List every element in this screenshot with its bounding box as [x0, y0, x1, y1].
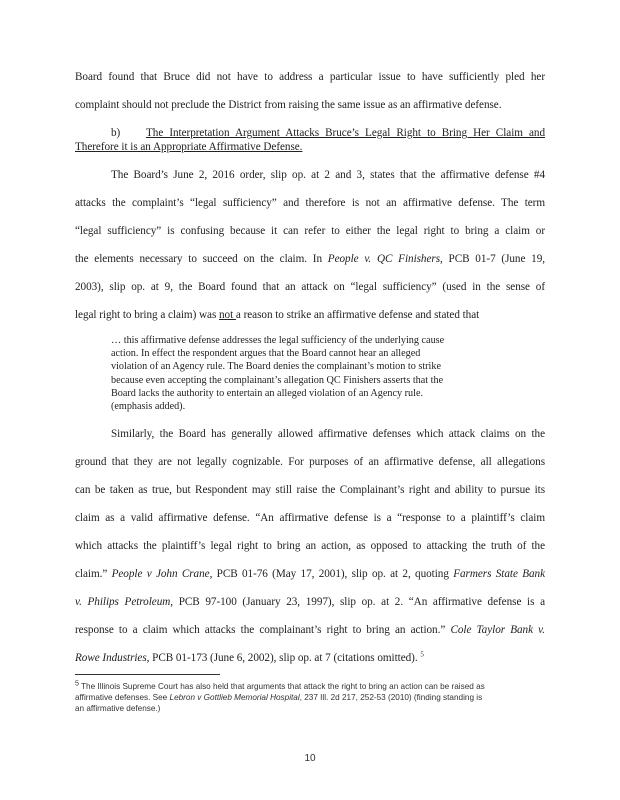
body-line — [75, 98, 545, 112]
body-line — [75, 511, 545, 525]
text: , PCB 01-173 (June 6, 2002), slip op. at 7 (citations omitted). — [146, 652, 421, 664]
case-citation: Lebron v Gottlieb Memorial Hospital — [169, 693, 300, 703]
text: Similarly, the Board has generally allowed affirmative defenses which attack claims on the — [111, 428, 545, 440]
text: The Interpretation Argument Attacks Bruce’s Legal Right to Bring Her Claim and — [146, 127, 545, 139]
quote-line: … this affirmative defense addresses the legal sufficiency of the underlying cause — [111, 335, 445, 346]
case-citation: Farmers State Bank — [453, 568, 545, 580]
quote-line: action. In effect the respondent argues that the Board cannot hear an alleged — [111, 348, 421, 360]
text: a reason to strike an affirmative defense and stated that — [235, 309, 480, 321]
text: which attacks the plaintiff’s legal right to bring an action, as opposed to attacking the truth of the — [75, 540, 545, 552]
case-citation: v. Philips Petroleum, — [75, 596, 174, 608]
body-line — [75, 224, 545, 238]
text: response to a claim which attacks the complainant’s right to bring an action.” — [75, 624, 451, 636]
text: attacks the complaint’s “legal sufficiency” and therefore is not an affirmative defense. The term — [75, 197, 545, 209]
body-line — [75, 483, 545, 497]
body-line — [75, 70, 545, 84]
body-line — [111, 168, 545, 182]
text: b) — [111, 127, 121, 139]
case-citation: Rowe Industries — [75, 652, 147, 664]
text: The Board’s June 2, 2016 order, slip op. at 2 and 3, states that the affirmative defense #4 — [111, 169, 545, 181]
text: the elements necessary to succeed on the claim. In — [75, 253, 328, 265]
block-quote — [111, 334, 511, 413]
text: “legal sufficiency” is confusing because it can refer to either the legal right to bring a claim or — [75, 225, 545, 237]
text: PCB 97-100 (January 23, 1997), slip op. at 2. “An affirmative defense is a — [173, 596, 545, 608]
text: , PCB 01-7 (June 19, — [440, 253, 545, 265]
footnote — [75, 681, 555, 715]
section-heading — [146, 126, 545, 140]
body-line — [75, 196, 545, 210]
body-line — [75, 308, 545, 322]
body-line — [75, 539, 545, 553]
text: claim.” — [75, 568, 112, 580]
text: claim as a valid affirmative defense. “An affirmative defense is a “response to a plaintiff’s claim — [75, 512, 545, 524]
text: , 237 Ill. 2d 217, 252-53 (2010) (finding standing is — [299, 693, 483, 703]
text: legal right to bring a claim) was — [75, 309, 220, 321]
text: can be taken as true, but Respondent may still raise the Complainant’s right and ability to pursue its — [75, 484, 545, 496]
footnote-separator — [75, 674, 220, 675]
quote-line: violation of an Agency rule. The Board denies the complainant’s motion to strike — [111, 361, 441, 373]
footnote-line: an affirmative defense.) — [75, 704, 161, 714]
case-citation: People v. QC Finishers — [327, 253, 440, 265]
heading-label — [111, 126, 141, 140]
body-line — [75, 280, 545, 294]
quote-line: (emphasis added). — [111, 401, 186, 413]
footnote-reference: 5 — [420, 650, 424, 659]
text: Board found that Bruce did not have to address a particular issue to have sufficiently pled her — [75, 71, 545, 83]
footnote-line — [75, 692, 555, 703]
page-number: 10 — [304, 753, 316, 764]
body-line — [75, 455, 545, 469]
case-citation: People v John Crane — [111, 568, 210, 580]
quote-line: Board lacks the authority to entertain an alleged violation of an Agency rule. — [111, 387, 424, 399]
text: Therefore it is an Appropriate Affirmative Defense. — [75, 141, 303, 153]
text: ground that they are not legally cognizable. For purposes of an affirmative defense, all allegations — [75, 456, 545, 468]
text: affirmative defenses. See — [75, 693, 170, 703]
text: , PCB 01-76 (May 17, 2001), slip op. at 2, quoting — [209, 568, 454, 580]
footnote-marker: 5 — [75, 680, 79, 688]
body-line — [75, 595, 545, 609]
section-heading — [75, 140, 545, 154]
case-citation: Cole Taylor Bank v. — [450, 624, 545, 636]
text: 2003), slip op. at 9, the Board found that an attack on “legal sufficiency” (used in the sense of — [75, 281, 545, 293]
quote-line: because even accepting the complainant’s allegation QC Finishers asserts that the — [111, 374, 444, 386]
footnote-line — [75, 681, 555, 692]
body-line — [75, 623, 545, 637]
text: complaint should not preclude the District from raising the same issue as an affirmative defense. — [75, 99, 502, 111]
body-line — [75, 252, 545, 266]
body-line — [75, 567, 545, 581]
emphasis: not — [219, 309, 236, 321]
body-line — [75, 651, 545, 665]
text: The Illinois Supreme Court has also held that arguments that attack the right to bring an action can be raised as — [78, 682, 485, 691]
body-line — [111, 427, 545, 441]
